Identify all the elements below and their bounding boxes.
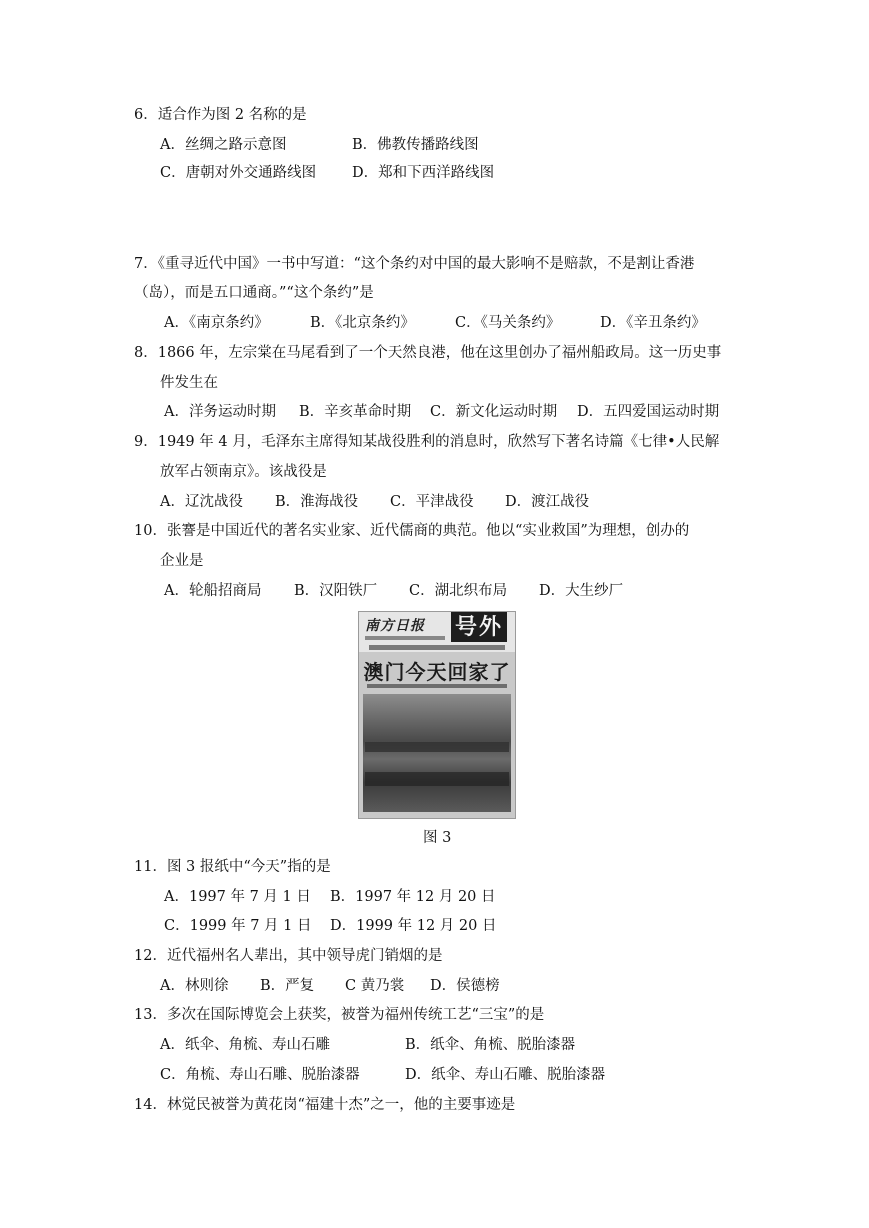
q7-option-c: C．《马关条约》	[455, 315, 561, 331]
q13-option-c: C．角梳、寿山石雕、脱胎漆器	[160, 1067, 360, 1083]
question-10-stem-line1: 10．张謇是中国近代的著名实业家、近代儒商的典范。他以“实业救国”为理想，创办的	[134, 523, 690, 539]
q13-option-d: D．纸伞、寿山石雕、脱胎漆器	[405, 1067, 606, 1083]
q10-option-d: D．大生纱厂	[539, 583, 624, 599]
q12-option-b: B．严复	[260, 978, 315, 994]
q6-option-c: C．唐朝对外交通路线图	[160, 165, 317, 181]
question-9-stem-line2: 放军占领南京》。该战役是	[160, 464, 327, 480]
question-8-stem-line2: 件发生在	[160, 375, 218, 391]
newspaper-photo	[363, 694, 511, 812]
q13-option-b: B．纸伞、角梳、脱胎漆器	[405, 1037, 576, 1053]
question-7-stem-line2: （岛），而是五口通商。”“这个条约”是	[134, 285, 374, 301]
q7-option-b: B．《北京条约》	[310, 315, 415, 331]
q11-option-a: A．1997 年 7 月 1 日	[164, 889, 311, 905]
question-7-stem-line1: 7．《重寻近代中国》一书中写道：“这个条约对中国的最大影响不是赔款，不是割让香港	[134, 256, 695, 272]
photo-detail	[365, 742, 509, 752]
q12-option-a: A．林则徐	[160, 978, 229, 994]
q13-option-a: A．纸伞、角梳、寿山石雕	[160, 1037, 330, 1053]
newspaper-figure	[358, 611, 516, 819]
q9-option-b: B．淮海战役	[275, 494, 359, 510]
q8-option-b: B．辛亥革命时期	[299, 404, 412, 420]
q9-option-c: C．平津战役	[390, 494, 474, 510]
q11-option-c: C．1999 年 7 月 1 日	[164, 918, 312, 934]
question-11-stem: 11．图 3 报纸中“今天”指的是	[134, 859, 331, 875]
question-12-stem: 12．近代福州名人辈出，其中领导虎门销烟的是	[134, 948, 443, 964]
newspaper-name: 南方日报	[365, 618, 425, 634]
figure-3-caption: 图 3	[423, 830, 452, 846]
masthead-small-print	[365, 636, 445, 640]
q6-option-b: B．佛教传播路线图	[352, 137, 479, 153]
question-9-stem-line1: 9．1949 年 4 月，毛泽东主席得知某战役胜利的消息时，欣然写下著名诗篇《七律•人民解	[134, 434, 720, 450]
q8-option-a: A．洋务运动时期	[164, 404, 276, 420]
q10-option-b: B．汉阳铁厂	[294, 583, 378, 599]
q8-option-c: C．新文化运动时期	[430, 404, 558, 420]
q9-option-d: D．渡江战役	[505, 494, 590, 510]
q11-option-d: D．1999 年 12 月 20 日	[330, 918, 497, 934]
q6-option-a: A．丝绸之路示意图	[160, 137, 287, 153]
newspaper-extra-label: 号外	[451, 612, 507, 642]
q7-option-a: A．《南京条约》	[164, 315, 269, 331]
q12-option-d: D．侯德榜	[430, 978, 500, 994]
subheading-bar	[369, 645, 505, 650]
question-13-stem: 13．多次在国际博览会上获奖，被誉为福州传统工艺“三宝”的是	[134, 1007, 545, 1023]
newspaper-headline: 澳门今天回家了	[363, 660, 511, 684]
q10-option-c: C．湖北织布局	[409, 583, 508, 599]
question-8-stem-line1: 8．1866 年，左宗棠在马尾看到了一个天然良港，他在这里创办了福州船政局。这一历史事	[134, 345, 722, 361]
photo-detail	[365, 772, 509, 786]
question-10-stem-line2: 企业是	[160, 553, 204, 569]
question-14-stem: 14．林觉民被誉为黄花岗“福建十杰”之一，他的主要事迹是	[134, 1097, 516, 1113]
q10-option-a: A．轮船招商局	[164, 583, 262, 599]
headline-subtext-bar	[367, 684, 507, 688]
q8-option-d: D．五四爱国运动时期	[577, 404, 720, 420]
question-6-stem: 6．适合作为图 2 名称的是	[134, 107, 307, 123]
q7-option-d: D．《辛丑条约》	[600, 315, 706, 331]
q6-option-d: D．郑和下西洋路线图	[352, 165, 495, 181]
q11-option-b: B．1997 年 12 月 20 日	[330, 889, 496, 905]
q12-option-c: C 黄乃裳	[345, 978, 405, 994]
q9-option-a: A．辽沈战役	[160, 494, 243, 510]
